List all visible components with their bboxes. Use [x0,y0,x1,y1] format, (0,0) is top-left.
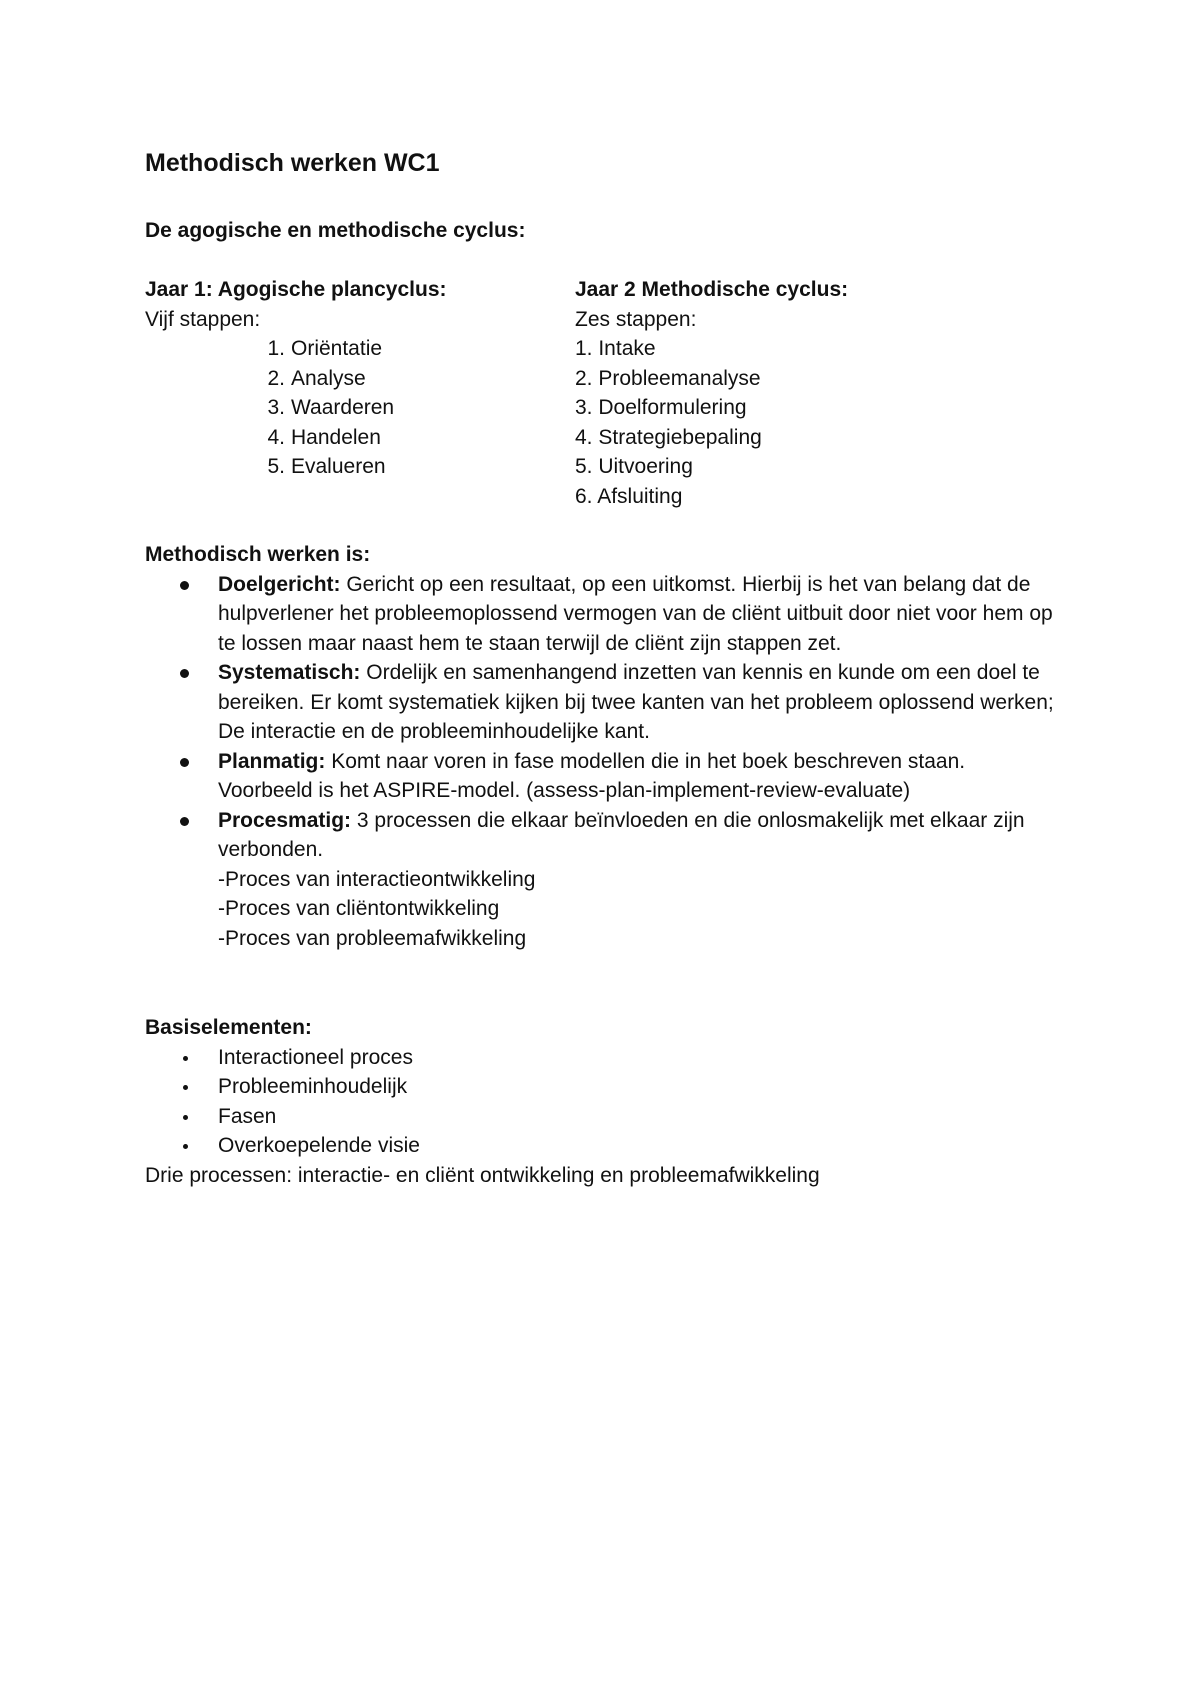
basis-footer: Drie processen: interactie- en cliënt ontwikkeling en probleemafwikkeling [145,1163,820,1187]
list-item: Fasen [145,1102,1065,1132]
bullet-icon [183,1144,188,1149]
list-item: 1. Oriëntatie [267,337,383,360]
left-column-intro: Vijf stappen: [145,307,261,331]
page-title: Methodisch werken WC1 [145,149,440,177]
list-item: Interactioneel proces [145,1043,1065,1073]
left-column-heading: Jaar 1: Agogische plancyclus: [145,278,447,301]
bullet-icon [183,1115,188,1120]
agogische-steps-list [145,334,565,482]
sub-line: -Proces van interactieontwikkeling [218,867,536,891]
bullet-icon [183,1085,188,1090]
sub-line: -Proces van probleemafwikkeling [218,926,527,950]
bullet-icon [183,1056,188,1061]
list-item: 5. Uitvoering [575,455,693,478]
methodisch-section [145,540,1065,953]
section-heading: Basiselementen: [145,1016,312,1039]
list-item: 4. Handelen [267,425,381,449]
bullet-icon [180,758,189,767]
section-heading: Methodisch werken is: [145,543,371,566]
list-item: Procesmatig: 3 processen die elkaar beïnvloeden en die onlosmakelijk met elkaar zijn verbonden. -Proces van interactieontwikkeling -Proces van cliëntontwikkeling -Proces van probleemafwikkeling [145,806,1065,954]
list-item: 5. Evalueren [267,455,386,478]
list-item: 3. Doelformulering [575,396,747,419]
methodisch-list [145,570,1065,954]
list-item: 2. Probleemanalyse [575,366,761,390]
list-item: 6. Afsluiting [575,484,683,508]
basis-section [145,1013,1065,1190]
list-item: Overkoepelende visie [145,1131,1065,1161]
list-item: Doelgericht: Gericht op een resultaat, op een uitkomst. Hierbij is het van belang dat de hulpverlener het probleemoplossend vermogen van de cliënt uitbuit door niet voor hem op te lossen maar naast hem te staan terwijl de cliënt zijn stappen zet. [145,570,1065,659]
list-item: Planmatig: Komt naar voren in fase modellen die in het boek beschreven staan. Voorbeeld is het ASPIRE-model. (assess-plan-implement-review-evaluate) [145,747,1065,806]
basis-list [145,1043,1065,1161]
right-column [575,275,995,511]
list-item: Systematisch: Ordelijk en samenhangend inzetten van kennis en kunde om een doel te bereiken. Er komt systematiek kijken bij twee kanten van het probleem oplossend werken; De interactie en de probleeminhoudelijke kant. [145,658,1065,747]
subtitle: De agogische en methodische cyclus: [145,219,526,242]
bullet-icon [180,581,189,590]
list-item: Probleeminhoudelijk [145,1072,1065,1102]
bullet-icon [180,817,189,826]
sub-line: -Proces van cliëntontwikkeling [218,897,500,920]
list-item: 1. Intake [575,337,656,360]
list-item: 2. Analyse [267,366,366,390]
bullet-icon [180,669,189,678]
right-column-heading: Jaar 2 Methodische cyclus: [575,278,849,301]
right-column-intro: Zes stappen: [575,307,697,331]
list-item: 4. Strategiebepaling [575,425,762,449]
list-item: 3. Waarderen [267,396,395,419]
left-column [145,275,565,482]
